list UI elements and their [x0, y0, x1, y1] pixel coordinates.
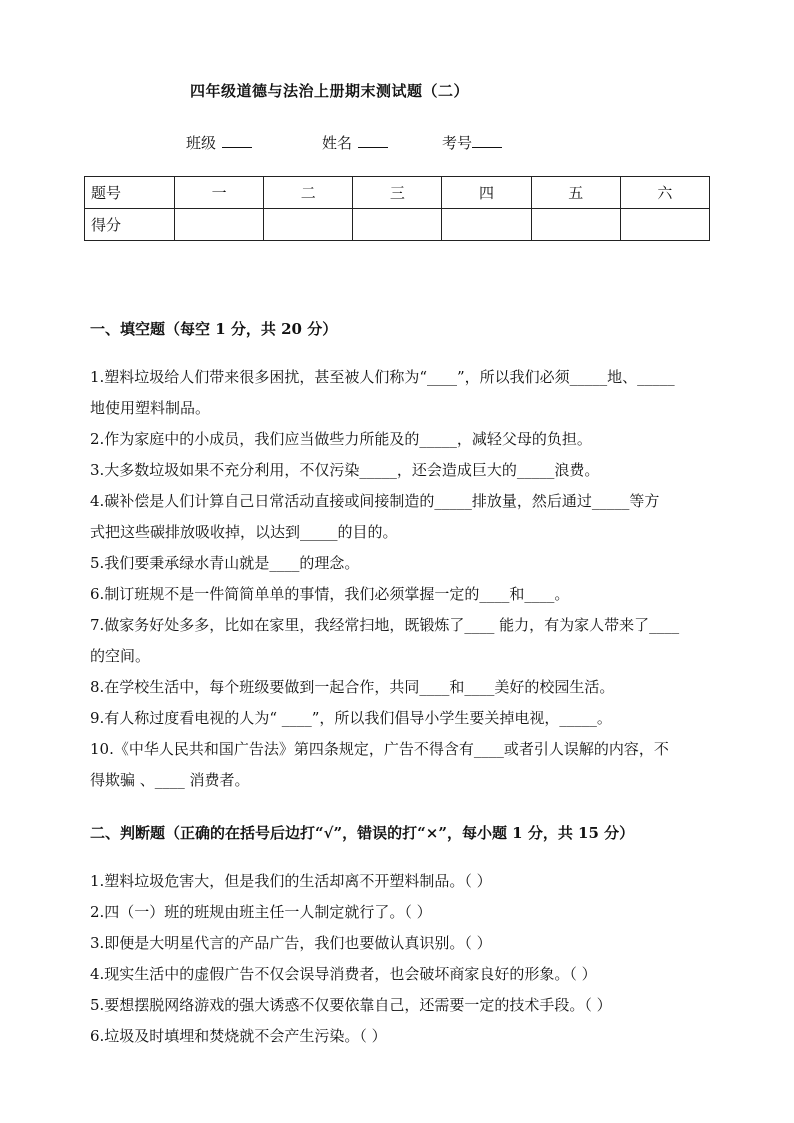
table-cell: 三: [353, 177, 442, 209]
class-field: [186, 132, 252, 153]
section2-heading: 二、判断题（正确的在括号后边打“√”，错误的打“×”，每小题 1 分，共 15 分）: [90, 824, 635, 842]
table-cell: 四: [442, 177, 531, 209]
question-line: 2.作为家庭中的小成员，我们应当做些力所能及的_____，减轻父母的负担。: [90, 430, 592, 448]
question-line: 4.现实生活中的虚假广告不仅会误导消费者，也会破坏商家良好的形象。（ ）: [90, 965, 597, 983]
name-field: [322, 132, 388, 153]
student-info-row: [186, 132, 794, 156]
question-line: 2.四（一）班的班规由班主任一人制定就行了。（ ）: [90, 903, 432, 921]
exam-number-field: [442, 132, 502, 153]
question-line: 7.做家务好处多多，比如在家里，我经常扫地，既锻炼了____ 能力，有为家人带来了____: [90, 616, 680, 634]
score-table: [84, 176, 710, 241]
score-cell[interactable]: [620, 209, 709, 241]
question-line: 1.塑料垃圾危害大，但是我们的生活却离不开塑料制品。（ ）: [90, 872, 492, 890]
question-line: 式把这些碳排放吸收掉，以达到_____的目的。: [90, 523, 398, 541]
score-cell[interactable]: [175, 209, 264, 241]
class-blank[interactable]: [222, 133, 252, 148]
question-line: 3.大多数垃圾如果不充分利用，不仅污染_____，还会造成巨大的_____浪费。: [90, 461, 600, 479]
question-line: 的空间。: [90, 647, 151, 665]
section2-questions: [90, 866, 706, 1052]
question-line: 1.塑料垃圾给人们带来很多困扰，甚至被人们称为“____”，所以我们必须_____地、_____: [90, 368, 675, 386]
section1-questions: [90, 362, 706, 796]
score-cell[interactable]: [353, 209, 442, 241]
name-blank[interactable]: [358, 133, 388, 148]
name-label: 姓名: [322, 134, 353, 152]
question-line: 4.碳补偿是人们计算自己日常活动直接或间接制造的_____排放量，然后通过_____等方: [90, 492, 660, 510]
exam-number-blank[interactable]: [472, 133, 502, 148]
question-line: 10.《中华人民共和国广告法》第四条规定，广告不得含有____或者引人误解的内容，不: [90, 740, 669, 758]
exam-title: 四年级道德与法治上册期末测试题（二）: [190, 82, 470, 100]
score-table-score-row: [85, 209, 710, 241]
question-line: 3.即便是大明星代言的产品广告，我们也要做认真识别。（ ）: [90, 934, 492, 952]
question-line: 5.我们要秉承绿水青山就是____的理念。: [90, 554, 360, 572]
section1-heading: 一、填空题（每空 1 分，共 20 分）: [90, 320, 338, 338]
table-cell: 二: [264, 177, 353, 209]
table-cell: 题号: [85, 177, 175, 209]
score-cell[interactable]: [442, 209, 531, 241]
question-line: 5.要想摆脱网络游戏的强大诱惑不仅要依靠自己，还需要一定的技术手段。（ ）: [90, 996, 612, 1014]
exam-number-label: 考号: [442, 134, 473, 152]
question-line: 得欺骗 、____ 消费者。: [90, 771, 250, 789]
question-line: 8.在学校生活中，每个班级要做到一起合作，共同____和____美好的校园生活。: [90, 678, 615, 696]
question-line: 地使用塑料制品。: [90, 399, 211, 417]
score-table-header-row: [85, 177, 710, 209]
table-cell: 一: [175, 177, 264, 209]
question-line: 9.有人称过度看电视的人为“ ____”，所以我们倡导小学生要关掉电视，_____。: [90, 709, 612, 727]
table-cell: 五: [531, 177, 620, 209]
table-cell: 六: [620, 177, 709, 209]
class-label: 班级: [186, 134, 217, 152]
table-cell: 得分: [85, 209, 175, 241]
question-line: 6.制订班规不是一件简简单单的事情，我们必须掌握一定的____和____。: [90, 585, 570, 603]
question-line: 6.垃圾及时填埋和焚烧就不会产生污染。（ ）: [90, 1027, 387, 1045]
score-cell[interactable]: [531, 209, 620, 241]
score-cell[interactable]: [264, 209, 353, 241]
